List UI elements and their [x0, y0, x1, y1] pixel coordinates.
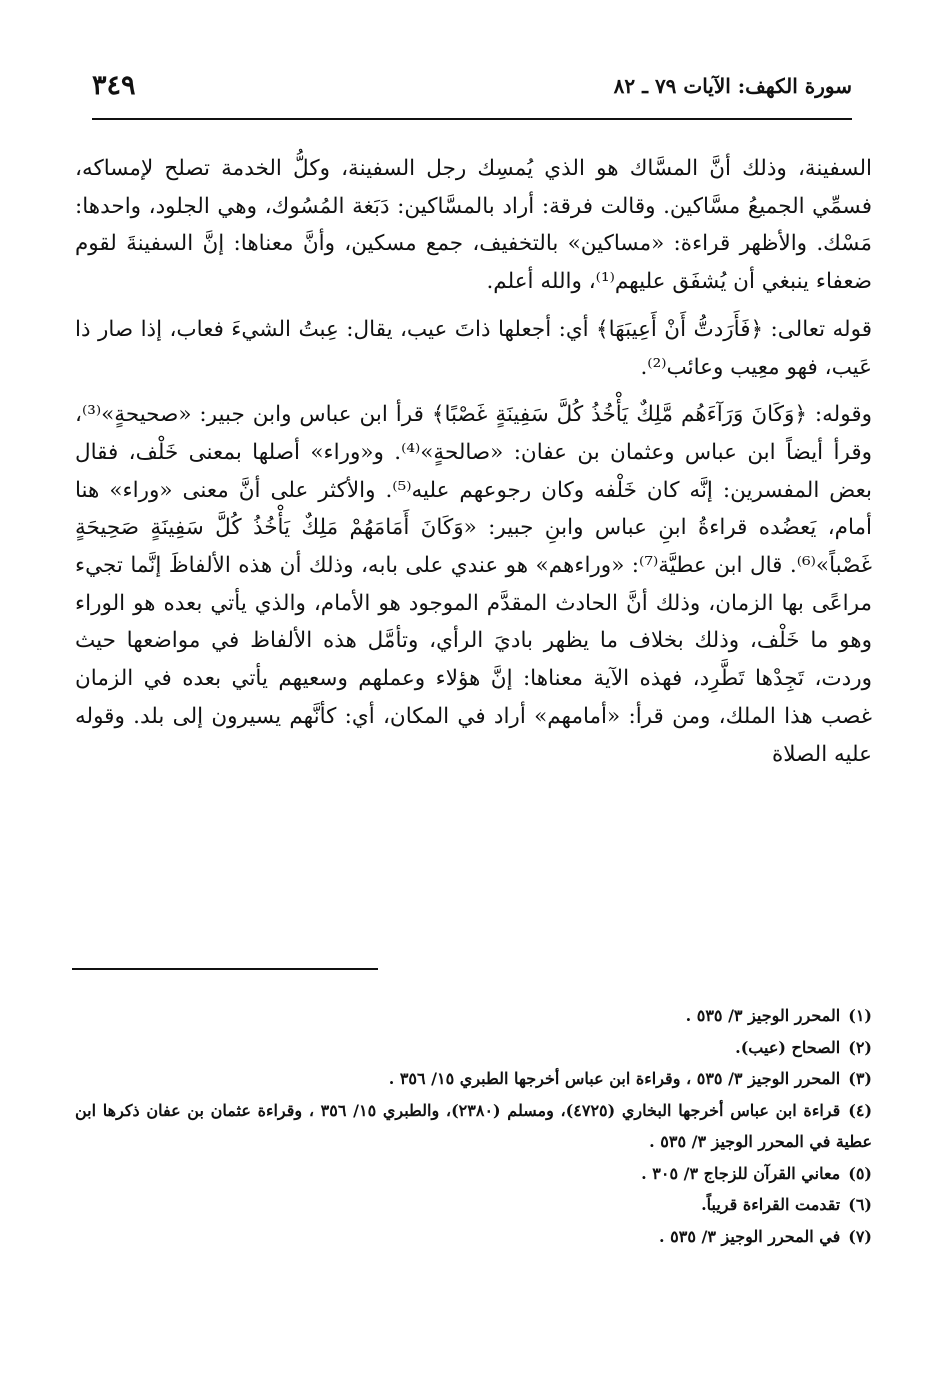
footnote — [75, 1095, 872, 1158]
footnote-separator — [72, 968, 378, 970]
paragraph: السفينة، وذلك أنَّ المسَّاك هو الذي يُمسِك رجل السفينة، وكلُّ الخدمة تصلح لإمساكه، فسمِّي الجميعُ مسَّاكين. وقالت فرقة: أراد بالمسَّاكين: دَبَغة المُسُوك، وهي الجلود، واحدها: مَسْك. والأظهر قراءة: «مساكين» بالتخفيف، جمع مسكين، وأنَّ معناها: إنَّ السفينةَ لقوم ضعفاء ينبغي أن يُشفَق عليهم⁽¹⁾، والله أعلم. — [75, 156, 872, 295]
footnote — [75, 1063, 872, 1095]
footnote-text: قراءة ابن عباس أخرجها البخاري (٤٧٢٥)، ومسلم (٢٣٨٠)، والطبري ١٥/ ٣٥٦ ، وقراءة عثمان بن عفان ذكرها ابن عطية في المحرر الوجيز ٣/ ٥٣٥ . — [75, 1100, 872, 1151]
main-text — [75, 150, 872, 773]
footnote-number: (٤) — [848, 1100, 873, 1120]
footnote-number: (٣) — [848, 1069, 872, 1088]
footnote — [75, 1000, 872, 1032]
footnote-number: (٢) — [848, 1037, 872, 1057]
footnote-number: (٦) — [848, 1195, 872, 1214]
footnote-text: المحرر الوجيز ٣/ ٥٣٥ . — [685, 1006, 841, 1025]
running-header — [92, 70, 852, 118]
footnote — [75, 1032, 872, 1064]
paragraph: وقوله: ﴿وَكَانَ وَرَآءَهُم مَّلِكٌ يَأْخُذُ كُلَّ سَفِينَةٍ غَصْبًا﴾ قرأ ابن عباس وابن جبير: «صحيحةٍ»⁽³⁾، وقرأ أيضاً ابن عباس وعثمان بن عفان: «صالحةٍ»⁽⁴⁾. و«وراء» أصلها بمعنى خَلْف، فقال بعض المفسرين: إنَّه كان خَلْفه وكان رجوعهم عليه⁽⁵⁾. والأكثر على أنَّ معنى «وراء» هنا أمام، يَعضُده قراءةُ ابنِ عباس وابنِ جبير: «وَكَانَ أَمَامَهُمْ مَلِكٌ يَأْخُذُ كُلَّ سَفِينَةٍ صَحِيحَةٍ غَصْباً»⁽⁶⁾. قال ابن عطيَّة⁽⁷⁾: «وراءهم» هو عندي على بابه، وذلك أن هذه الألفاظَ إنَّما تجيء مراعًى بها الزمان، وذلك أنَّ الحادث المقدَّم الموجود هو الأمام، والذي يأتي بعده هو الوراء وهو ما خَلْف، وذلك بخلاف ما يظهر باديَ الرأي، وتأمَّل هذه الألفاظ في مواضعها حيث وردت، تَجِدْها تَطَّرِد، فهذه الآية معناها: إنَّ هؤلاء وعملهم وسعيهم يأتي بعده في الزمان غصب هذا الملك، ومن قرأ: «أمامهم» أراد في المكان، أي: كأنَّهم يسيرون إلى بلد. وقوله عليه الصلاة — [75, 402, 873, 767]
footnote — [75, 1221, 872, 1253]
paragraph: قوله تعالى: ﴿فَأَرَدتُّ أَنْ أَعِيبَهَا﴾ أي: أجعلها ذاتَ عيب، يقال: عِبتُ الشيءَ فعاب، إذا صار ذا عَيب، فهو معِيب وعائب⁽²⁾. — [75, 316, 872, 380]
footnotes — [75, 1000, 872, 1252]
footnote-number: (٧) — [848, 1226, 872, 1246]
footnote-number: (٥) — [848, 1163, 872, 1183]
footnote — [75, 1158, 872, 1190]
footnote-text: في المحرر الوجيز ٣/ ٥٣٥ . — [659, 1226, 841, 1246]
footnote-text: المحرر الوجيز ٣/ ٥٣٥ ، وقراءة ابن عباس أخرجها الطبري ١٥/ ٣٥٦ . — [388, 1069, 841, 1088]
footnote-number: (١) — [848, 1006, 872, 1025]
footnote — [75, 1189, 872, 1221]
footnote-text: تقدمت القراءة قريباً. — [701, 1195, 841, 1214]
surah-title: سورة الكهف: الآيات ٧٩ ـ ٨٢ — [613, 74, 852, 98]
header-rule — [92, 118, 852, 120]
page-number: ٣٤٩ — [92, 70, 136, 101]
footnote-text: الصحاح (عيب). — [735, 1037, 841, 1057]
footnote-text: معاني القرآن للزجاج ٣/ ٣٠٥ . — [641, 1163, 841, 1183]
